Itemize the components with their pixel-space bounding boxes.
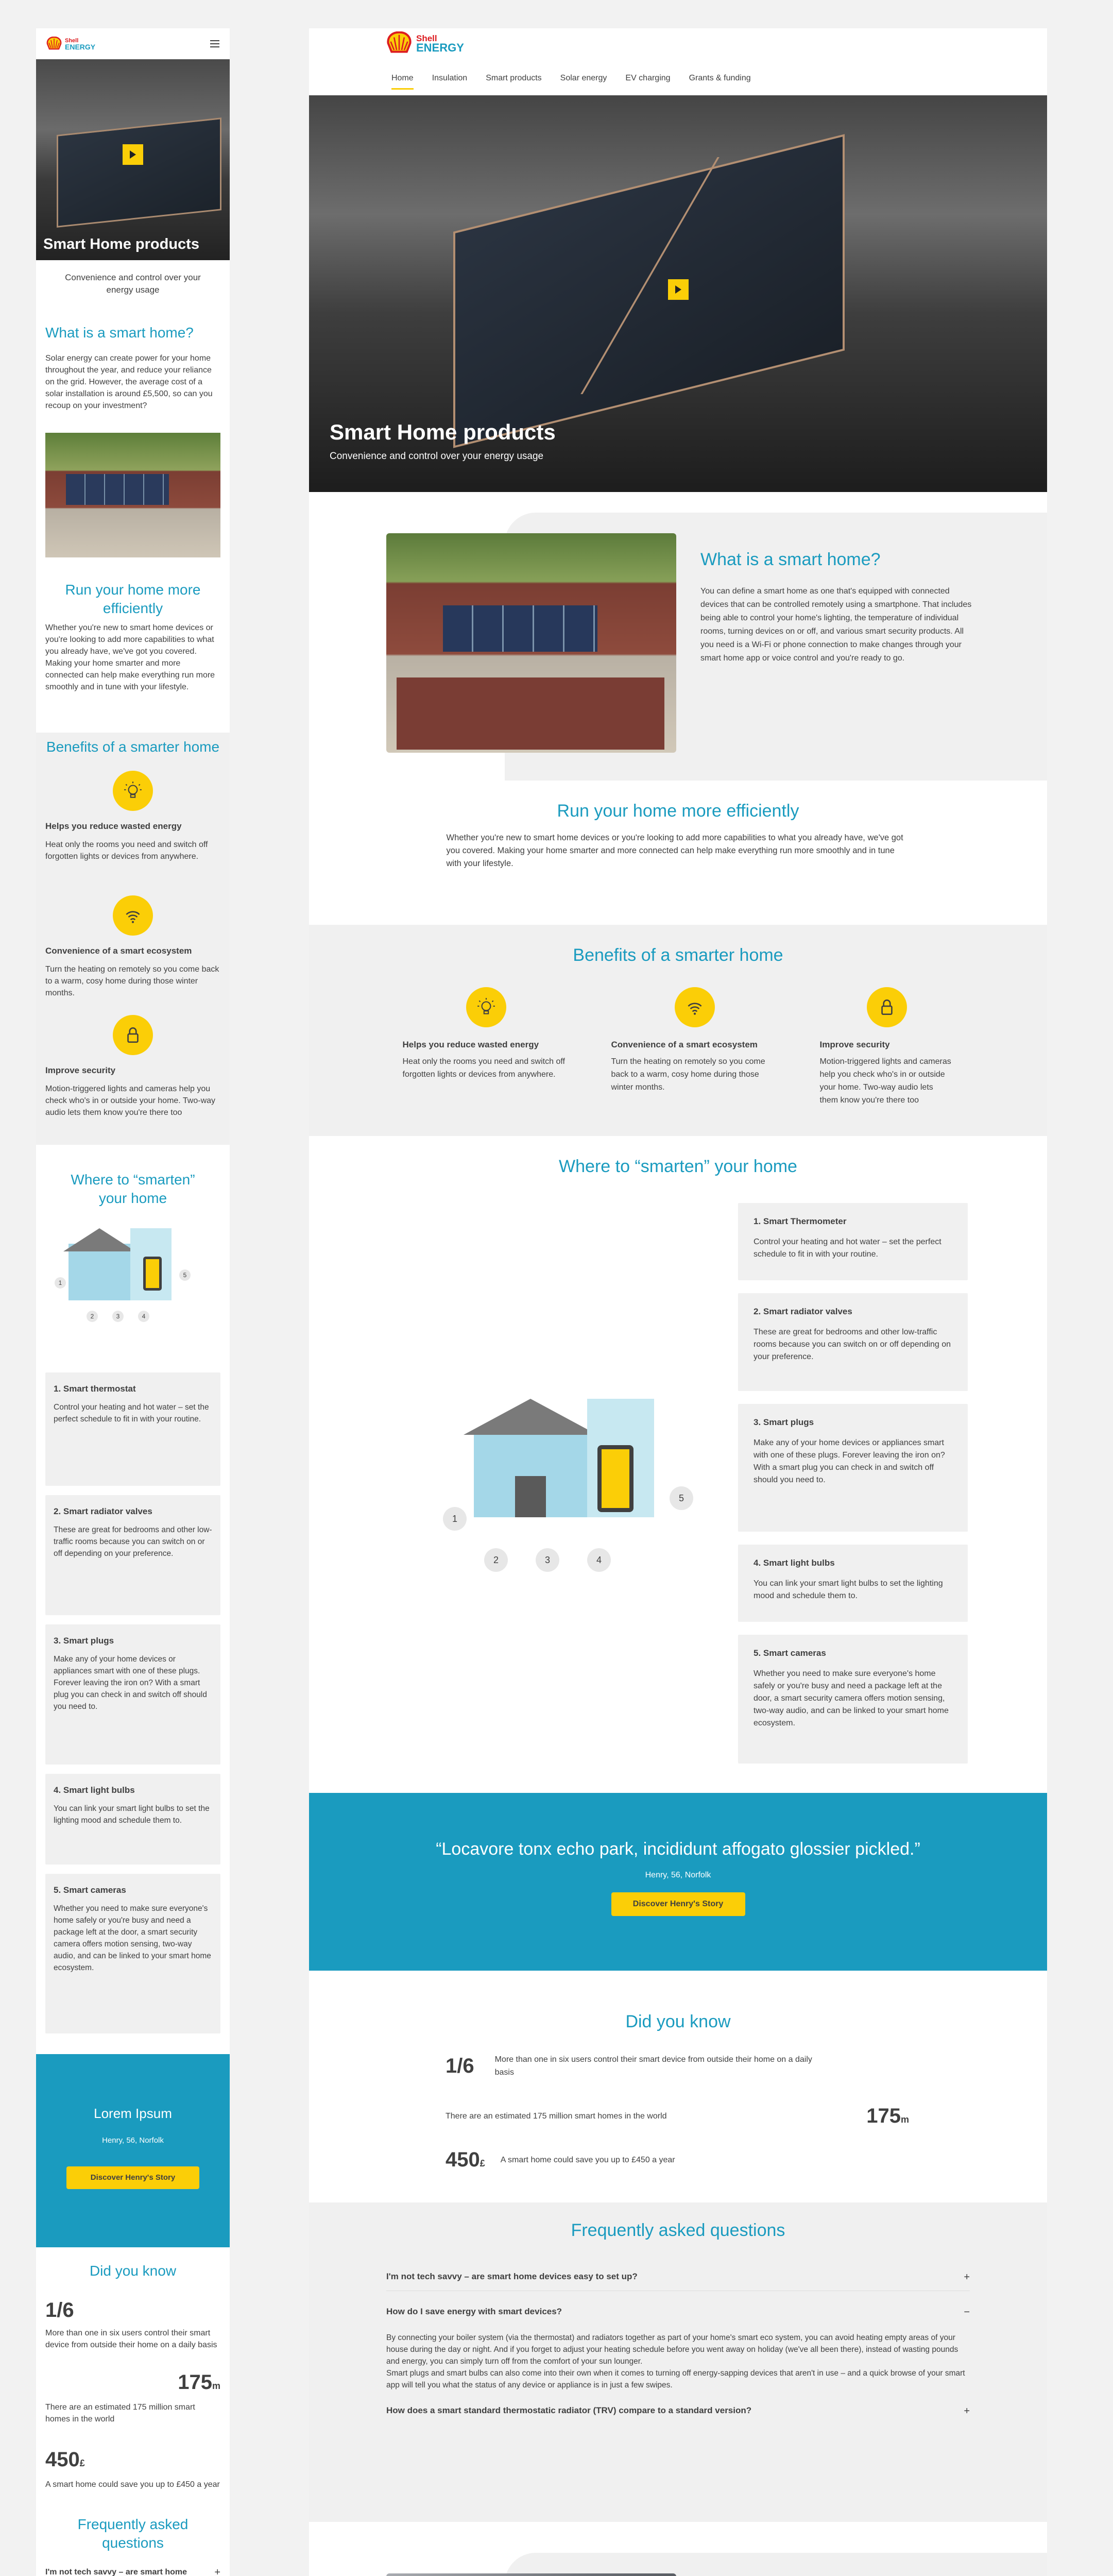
desktop-benefit-text: Heat only the rooms you need and switch off forgotten lights or devices from anywhere. bbox=[402, 1057, 565, 1079]
shell-pecten-icon bbox=[386, 31, 412, 55]
mobile-benefit-title: Helps you reduce wasted energy bbox=[45, 821, 182, 831]
mobile-faq-section bbox=[36, 2515, 230, 2576]
desktop-smarten-cards bbox=[738, 1203, 968, 1764]
fact-stat: 1/6 bbox=[45, 2299, 74, 2321]
mobile-what-body: Solar energy can create power for your home throughout the year, and reduce your reliance on the grid. However, the average cost of a solar installation is around £5,500, so can you recoup on your investment? bbox=[45, 354, 213, 410]
desktop-run-body: Whether you're new to smart home devices or you're looking to add more capabilities to what you already have, we've got you covered. Making your home smarter and more connected can help make everything run more smoothly and in tune with your lifestyle. bbox=[446, 833, 903, 868]
desktop-hero-subtitle: Convenience and control over your energy usage bbox=[330, 451, 544, 462]
desktop-faq-item[interactable]: I'm not tech savvy – are smart home devices easy to set up? + bbox=[386, 2272, 970, 2291]
mobile-benefit-1 bbox=[45, 771, 220, 880]
fact-stat: 1/6 bbox=[446, 2054, 474, 2077]
nav-solar-energy[interactable]: Solar energy bbox=[560, 74, 607, 82]
mobile-faq-item[interactable]: I'm not tech savvy – are smart home + bbox=[45, 2567, 220, 2576]
lock-icon bbox=[867, 987, 907, 1027]
desktop-benefits-section bbox=[309, 925, 1047, 1136]
desktop-benefit-3 bbox=[820, 987, 954, 1107]
desktop-benefits-title: Benefits of a smarter home bbox=[573, 945, 783, 965]
nav-ev-charging[interactable]: EV charging bbox=[625, 74, 671, 82]
mobile-what-title: What is a smart home? bbox=[45, 325, 194, 341]
lightbulb-icon bbox=[113, 771, 153, 811]
fact-stat: 450 bbox=[446, 2148, 480, 2171]
fact-unit: m bbox=[212, 2381, 220, 2391]
marker-2[interactable]: 2 bbox=[87, 1311, 98, 1322]
fact-stat: 175 bbox=[866, 2105, 901, 2127]
mobile-benefit-text: Motion-triggered lights and cameras help you check who's in or outside your home. Two-way audio lets them know you're there too bbox=[45, 1084, 216, 1117]
mobile-benefit-text: Turn the heating on remotely so you come back to a warm, cosy home during those winter months. bbox=[45, 965, 219, 997]
mobile-quote-section bbox=[36, 2054, 230, 2247]
desktop-benefit-title: Convenience of a smart ecosystem bbox=[611, 1040, 758, 1049]
marker-4[interactable]: 4 bbox=[138, 1311, 149, 1322]
desktop-faq-item[interactable]: How does a smart standard thermostatic radiator (TRV) compare to a standard version? + bbox=[386, 2405, 970, 2417]
marker-1[interactable]: 1 bbox=[55, 1277, 66, 1289]
mobile-fact-3 bbox=[45, 2448, 220, 2515]
desktop-smarten-card: 5. Smart cameras Whether you need to make sure everyone's home safely or you're busy and need a package left at the door, a smart security camera offers motion sensing, two-way audio, and can be linked to your smart home ecosystem. bbox=[738, 1635, 968, 1764]
marker-3[interactable]: 3 bbox=[112, 1311, 124, 1322]
marker-5[interactable]: 5 bbox=[670, 1486, 693, 1510]
mobile-benefit-title: Improve security bbox=[45, 1065, 116, 1075]
desktop-advice-section bbox=[309, 2522, 1047, 2576]
desktop-smarten-title: Where to “smarten” your home bbox=[559, 1157, 797, 1176]
mobile-benefit-text: Heat only the rooms you need and switch off forgotten lights or devices from anywhere. bbox=[45, 840, 208, 861]
logo-energy-text: ENERGY bbox=[416, 41, 464, 54]
mobile-didyouknow-section bbox=[36, 2247, 230, 2515]
fact-unit: m bbox=[900, 2114, 909, 2125]
fact-stat: 175 bbox=[178, 2371, 212, 2394]
mobile-benefits-title: Benefits of a smarter home bbox=[46, 739, 220, 755]
shell-logo[interactable] bbox=[386, 31, 464, 55]
marker-1[interactable]: 1 bbox=[443, 1507, 467, 1531]
nav-smart-products[interactable]: Smart products bbox=[486, 74, 542, 82]
marker-5[interactable]: 5 bbox=[179, 1269, 191, 1281]
fact-text: A smart home could save you up to £450 a year bbox=[500, 2156, 675, 2164]
fact-text: There are an estimated 175 million smart homes in the world bbox=[45, 2403, 195, 2424]
desktop-benefit-text: Turn the heating on remotely so you come back to a warm, cosy home during those winter months. bbox=[611, 1057, 765, 1092]
mobile-smarten-title: Where to “smarten” your home bbox=[71, 1172, 195, 1206]
fact-text: There are an estimated 175 million smart homes in the world bbox=[446, 2112, 667, 2121]
shell-pecten-icon bbox=[46, 37, 62, 51]
mobile-discover-button[interactable]: Discover Henry's Story bbox=[66, 2166, 199, 2189]
desktop-fact-2 bbox=[446, 2105, 909, 2128]
mobile-benefit-3 bbox=[45, 1015, 220, 1124]
play-icon bbox=[675, 285, 681, 294]
fact-text: A smart home could save you up to £450 a year bbox=[45, 2480, 220, 2489]
play-button[interactable] bbox=[123, 144, 143, 165]
desktop-didyouknow-section bbox=[309, 1971, 1047, 2202]
mobile-smarten-card: 1. Smart thermostat Control your heating and hot water – set the perfect schedule to fit in with your routine. bbox=[45, 1372, 220, 1486]
desktop-quote-section bbox=[309, 1793, 1047, 1971]
desktop-smarten-card: 4. Smart light bulbs You can link your smart light bulbs to set the lighting mood and schedule them to. bbox=[738, 1545, 968, 1622]
minus-icon: − bbox=[964, 2307, 970, 2318]
desktop-faq-item-open[interactable]: How do I save energy with smart devices? − By connecting your boiler system (via the thermostat) and radiators together as part of your home's smart eco system, you can avoid heating empty areas of your house during the day or night. And if you forget to adjust your heating schedule before you went away on holiday (we've all been there), instead of wasting pounds and energy, you can simply turn off from the comfort of your sun lounger. Smart plugs and smart bulbs can also come into their own when it comes to turning off energy-sapping devices that aren't in use – and a quick browse of your smart app will tell you what the status of any device or appliance is in just a few swipes. bbox=[386, 2307, 970, 2391]
lock-icon bbox=[113, 1015, 153, 1055]
desktop-run-section bbox=[309, 801, 1047, 925]
desktop-benefit-1 bbox=[403, 987, 570, 1107]
lightbulb-icon bbox=[466, 987, 506, 1027]
desktop-discover-button[interactable]: Discover Henry's Story bbox=[611, 1892, 745, 1916]
mobile-smarten-section bbox=[36, 1145, 230, 2033]
fact-text: More than one in six users control their smart device from outside their home on a daily basis bbox=[45, 2329, 217, 2349]
mobile-run-section bbox=[36, 557, 230, 733]
mobile-run-title: Run your home more efficiently bbox=[65, 582, 201, 616]
mobile-benefit-2 bbox=[45, 895, 220, 1005]
desktop-benefit-text: Motion-triggered lights and cameras help you check who's in or outside your home. Two-way audio lets them know you're there too bbox=[819, 1057, 951, 1105]
logo-shell-text: Shell bbox=[416, 33, 437, 43]
desktop-house-photo bbox=[386, 533, 676, 753]
mobile-header bbox=[36, 28, 230, 59]
desktop-house-illustration bbox=[443, 1368, 711, 1584]
desktop-run-title: Run your home more efficiently bbox=[557, 801, 799, 821]
mobile-page bbox=[36, 28, 230, 2576]
desktop-faq-section bbox=[309, 2202, 1047, 2522]
mobile-benefit-title: Convenience of a smart ecosystem bbox=[45, 946, 192, 956]
mobile-smarten-card: 2. Smart radiator valves These are great for bedrooms and other low-traffic rooms because you can switch on or off depending on your preference. bbox=[45, 1495, 220, 1615]
mobile-quote-author: Henry, 56, Norfolk bbox=[102, 2136, 164, 2145]
desktop-hero bbox=[309, 95, 1047, 492]
desktop-faq-title: Frequently asked questions bbox=[571, 2221, 785, 2240]
mobile-run-body: Whether you're new to smart home devices or you're looking to add more capabilities to what you already have, we've got you covered. Making your home smarter and more connected can help make everything run more smoothly and in tune with your lifestyle. bbox=[45, 623, 215, 691]
main-nav bbox=[391, 74, 751, 90]
marker-2[interactable]: 2 bbox=[484, 1548, 508, 1572]
mobile-hero bbox=[36, 59, 230, 260]
desktop-smarten-section bbox=[309, 1136, 1047, 1793]
nav-insulation[interactable]: Insulation bbox=[432, 74, 468, 82]
desktop-what-body: You can define a smart home as one that's equipped with connected devices that can be controlled remotely using a smartphone. That includes being able to control your home's lighting, the temperature of individual rooms, turning devices on or off, and various smart security products. All you need is a Wi-Fi or phone connection to make changes through your smart home app or voice control and you're ready to go. bbox=[700, 587, 972, 663]
mobile-house-photo bbox=[45, 433, 220, 557]
mobile-house-illustration bbox=[45, 1208, 220, 1372]
desktop-smarten-card: 2. Smart radiator valves These are great for bedrooms and other low-traffic rooms because you can switch on or off depending on your preference. bbox=[738, 1293, 968, 1391]
desktop-benefit-title: Improve security bbox=[819, 1040, 890, 1049]
plus-icon: + bbox=[214, 2567, 220, 2576]
desktop-page bbox=[309, 28, 1047, 2576]
desktop-header bbox=[309, 28, 1047, 95]
play-icon bbox=[130, 150, 136, 159]
play-button[interactable] bbox=[668, 279, 689, 300]
desktop-benefit-2 bbox=[611, 987, 779, 1107]
desktop-fact-1 bbox=[446, 2053, 814, 2079]
plus-icon: + bbox=[964, 2405, 970, 2417]
logo-shell-text: Shell bbox=[65, 38, 79, 44]
fact-stat: 450 bbox=[45, 2448, 80, 2471]
desktop-benefit-title: Helps you reduce wasted energy bbox=[402, 1040, 539, 1049]
wifi-icon bbox=[113, 895, 153, 936]
desktop-smarten-card: 3. Smart plugs Make any of your home devices or appliances smart with one of these plugs. Forever leaving the iron on? With a smart plug you can check in and switch off should you need to. bbox=[738, 1404, 968, 1532]
marker-4[interactable]: 4 bbox=[587, 1548, 611, 1572]
mobile-fact-2 bbox=[45, 2371, 220, 2448]
fact-text: More than one in six users control their smart device from outside their home on a daily basis bbox=[494, 2055, 812, 2077]
mobile-fact-1 bbox=[45, 2299, 220, 2371]
desktop-didyouknow-title: Did you know bbox=[625, 2012, 731, 2031]
desktop-fact-3 bbox=[446, 2148, 675, 2172]
mobile-hero-subtitle: Convenience and control over your energy usage bbox=[65, 273, 201, 295]
nav-home[interactable]: Home bbox=[391, 74, 414, 90]
mobile-smarten-card: 4. Smart light bulbs You can link your smart light bulbs to set the lighting mood and schedule them to. bbox=[45, 1774, 220, 1865]
fact-unit: £ bbox=[79, 2458, 85, 2468]
hamburger-menu-icon[interactable] bbox=[210, 40, 219, 47]
mobile-benefits-section bbox=[36, 733, 230, 1145]
mobile-hero-title: Smart Home products bbox=[43, 236, 199, 252]
desktop-what-title: What is a smart home? bbox=[700, 550, 881, 569]
desktop-what-section bbox=[309, 492, 1047, 801]
desktop-quote-text: “Locavore tonx echo park, incididunt affogato glossier pickled.” bbox=[436, 1839, 920, 1859]
mobile-smarten-card: 5. Smart cameras Whether you need to make sure everyone's home safely or you're busy and need a package left at the door, a smart security camera offers motion sensing, two-way audio, and can be linked to your smart home ecosystem. bbox=[45, 1874, 220, 2033]
desktop-smarten-card: 1. Smart Thermometer Control your heating and hot water – set the perfect schedule to fit in with your routine. bbox=[738, 1203, 968, 1280]
mobile-what-section bbox=[36, 322, 230, 557]
desktop-hero-title: Smart Home products bbox=[330, 420, 556, 444]
desktop-advisor-photo bbox=[386, 2573, 676, 2576]
shell-logo[interactable] bbox=[46, 37, 95, 51]
plus-icon: + bbox=[964, 2272, 970, 2283]
mobile-quote-text: Lorem Ipsum bbox=[94, 2106, 172, 2121]
wifi-icon bbox=[675, 987, 715, 1027]
nav-grants-funding[interactable]: Grants & funding bbox=[689, 74, 751, 82]
mobile-smarten-card: 3. Smart plugs Make any of your home devices or appliances smart with one of these plugs. Forever leaving the iron on? With a smart plug you can check in and switch off should you need to. bbox=[45, 1624, 220, 1765]
logo-energy-text: ENERGY bbox=[65, 43, 96, 51]
mobile-faq-title: Frequently asked questions bbox=[77, 2516, 189, 2551]
fact-unit: £ bbox=[480, 2158, 485, 2168]
desktop-quote-author: Henry, 56, Norfolk bbox=[645, 1871, 711, 1879]
faq-answer: By connecting your boiler system (via the thermostat) and radiators together as part of your home's smart eco system, you can avoid heating empty areas of your house during the day or night. And if you forget to adjust your heating schedule before you went away on holiday (we've all been there), instead of wasting pounds and energy, you can simply turn off from the comfort of your sun lounger. Smart plugs and smart bulbs can also come into their own when it comes to turning off energy-sapping devices that aren't in use – and a quick browse of your smart app will tell you what the status of any device or appliance is in just a few swipes. bbox=[386, 2333, 965, 2389]
marker-3[interactable]: 3 bbox=[536, 1548, 559, 1572]
mobile-didyouknow-title: Did you know bbox=[89, 2263, 177, 2279]
